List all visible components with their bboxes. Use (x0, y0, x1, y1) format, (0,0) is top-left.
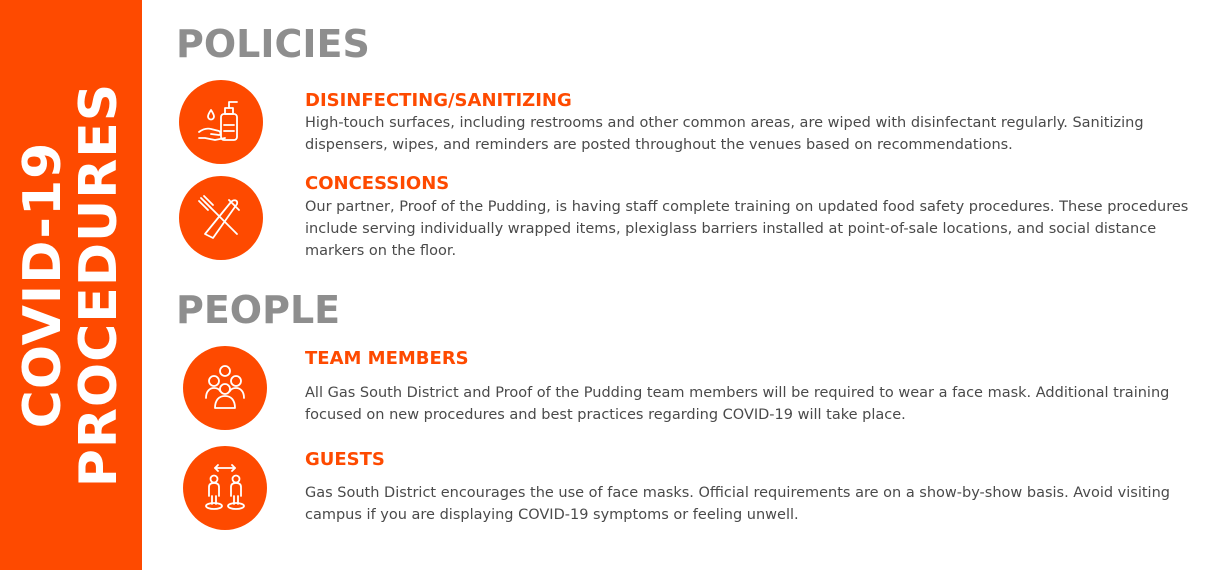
team-group-icon (183, 346, 267, 430)
item-title-team-members: TEAM MEMBERS (305, 348, 469, 369)
fork-knife-icon (179, 176, 263, 260)
sidebar-title (15, 83, 127, 487)
item-title-concessions: CONCESSIONS (305, 173, 450, 194)
item-body-guests: Gas South District encourages the use of face masks. Official requirements are on a show-by-show basis. Avoid visiting campus if you are displaying COVID-19 symptoms or feeling unwell. (305, 485, 1170, 523)
item-body-team-members: All Gas South District and Proof of the Pudding team members will be required to wear a face mask. Additional training focused on new procedures and best practices regarding COVID-19 will take place. (305, 385, 1170, 423)
policies-heading: POLICIES (176, 22, 370, 66)
item-body-concessions: Our partner, Proof of the Pudding, is having staff complete training on updated food safety procedures. These procedures include serving individually wrapped items, plexiglass barriers installed at point-of-sale locations, and social distance markers on the floor. (305, 199, 1189, 259)
sidebar-banner (0, 0, 142, 570)
people-heading: PEOPLE (176, 288, 341, 332)
item-body-disinfecting: High-touch surfaces, including restrooms and other common areas, are wiped with disinfectant regularly. Sanitizing dispensers, wipes, and reminders are posted throughout the venues based on recommendations. (305, 115, 1144, 153)
social-distance-icon (183, 446, 267, 530)
sidebar-title-line2: PROCEDURES (69, 82, 129, 488)
item-title-disinfecting: DISINFECTING/SANITIZING (305, 90, 572, 111)
item-title-guests: GUESTS (305, 449, 385, 470)
sidebar-title-line1: COVID-19 (13, 141, 73, 429)
hand-sanitizer-icon (179, 80, 263, 164)
